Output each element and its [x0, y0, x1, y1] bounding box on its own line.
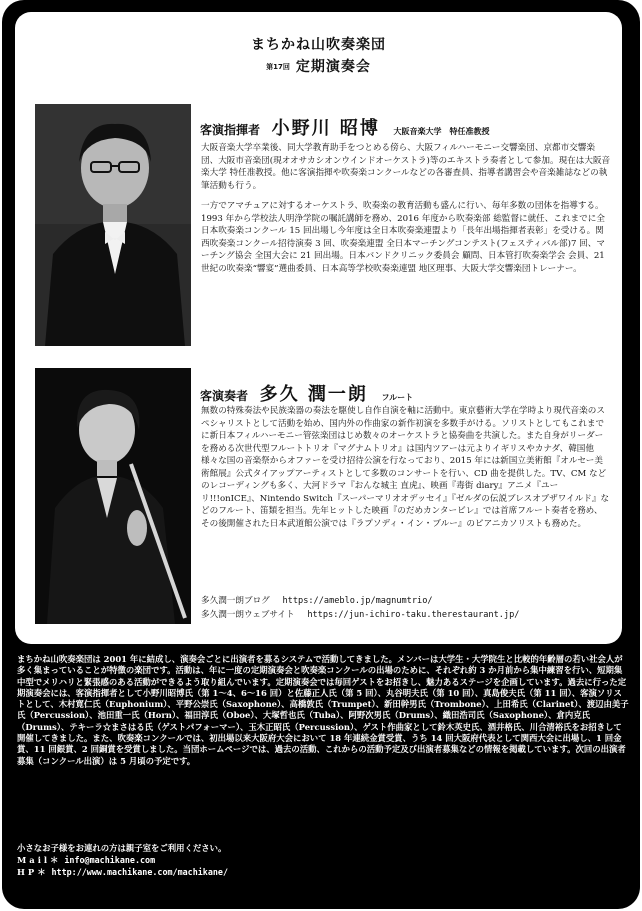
- conductor-name: 小野川 昭博: [271, 118, 380, 139]
- conductor-bio-paragraph-1: 大阪音楽大学卒業後、同大学教育助手をつとめる傍ら、大阪フィルハーモニー交響楽団、京都市交響楽団、大阪市音楽団(現オオサカシオンウインドオーケストラ)等のエキストラ奏者として参加。現在は大阪音楽大学 特任准教授。他に客演指揮や吹奏楽コンクールなどの各審査員、指導者講習会や音楽雑誌などの執筆活動も行う。: [201, 143, 611, 191]
- blog-url[interactable]: https://ameblo.jp/magnumtrio/: [282, 596, 433, 606]
- homepage-url[interactable]: http://www.machikane.com/machikane/: [51, 867, 228, 878]
- flutist-links: [201, 594, 611, 622]
- edition-label: 第17回: [266, 63, 290, 71]
- flutist-heading: [200, 380, 413, 406]
- flutist-bio-paragraph: 無数の特殊奏法や民族楽器の奏法を駆使し自作自演を軸に活動中。東京藝術大学在学時より現代音楽のスペシャリストとして活動を始め、国内外の作曲家の新作初演を多数手がける。ソリストとしてもこれまでに新日本フィルハーモニー管弦楽団はじめ数々のオーケストラと協奏曲を共演した。また自身がリーダーを務める次世代型フルートトリオ『マグナムトリオ』は国内ツアーは元よりイギリスやカナダ、韓国他様々な国の音楽祭からオファーを受け招待公演を行なっており、2015 年には新国立美術館『オルセー美術館展』公式タイアップアーティストとして多数のコンサートを行い、CD 曲を提供した。TV、CM などのレコーディングも多く、大河ドラマ『おんな城主 直虎』、映画『毒街 diary』アニメ『ユーリ!!!onICE』、Nintendo Switch『スーパーマリオオデッセイ』『ゼルダの伝説ブレスオブザワイルド』などのフルート、笛類を担当。先年ヒットした映画『のだめカンタービレ』では首席フルート奏者を務め、その後開催された日本武道館公演では『ラプソディ・イン・ブルー』のピアニカソリストも務めた。: [201, 406, 610, 529]
- footer: [17, 842, 617, 879]
- homepage-row: [17, 866, 617, 878]
- conductor-bio-paragraph-2: 一方でアマチュアに対するオーケストラ、吹奏楽の教育活動も盛んに行い、毎年多数の団体を指導する。1993 年から学校法人明浄学院の嘱託講師を務め、2016 年度から吹奏楽部 総監督に就任、これまでに全日本吹奏楽コンクール 15 回出場し今年度は全日本吹奏楽連盟より「長年出場指揮者表彰」を受ける。関西吹奏楽コンクール招待演奏 3 回、吹奏楽連盟 全日本マーチングコンテスト(フェスティバル部)7 回、マーチング協会 全国大会に 21 回出場。日本バンドクリニック委員会 顧問、日本管打吹奏楽学会 会員、21 世紀の吹奏楽“響宴”選曲委員、日本高等学校吹奏楽連盟 地区理事、大阪大学交響楽団トレーナー。: [201, 201, 605, 274]
- homepage-label: HP＊: [17, 867, 49, 878]
- site-link-row: [201, 608, 611, 622]
- childcare-note: 小さなお子様をお連れの方は親子室をご利用ください。: [17, 843, 227, 853]
- conductor-affiliation: 大阪音楽大学 特任准教授: [393, 127, 490, 136]
- conductor-role: 客演指揮者: [200, 123, 261, 137]
- blog-label: 多久潤一朗ブログ: [201, 596, 270, 606]
- flutist-role: 客演奏者: [200, 389, 249, 403]
- mail-row: [17, 854, 617, 866]
- site-label: 多久潤一朗ウェブサイト: [201, 610, 295, 620]
- conductor-bio: [201, 142, 611, 275]
- flutist-instrument: フルート: [381, 393, 414, 402]
- blog-link-row: [201, 594, 611, 608]
- flutist-name: 多久 潤一朗: [259, 384, 368, 405]
- concert-heading: [15, 56, 622, 76]
- conductor-photo: [35, 104, 191, 346]
- concert-title: 定期演奏会: [295, 59, 371, 75]
- org-title: まちかね山吹奏楽団: [251, 37, 386, 53]
- band-history-text: まちかね山吹奏楽団は 2001 年に結成し、演奏会ごとに出演者を募るシステムで活動してきました。メンバーは大学生・大学院生と比較的年齢層の若い社会人が多く集まっていることが特徴の楽団です。活動は、年に一度の定期演奏会と吹奏楽コンクールの出場のために、それぞれ約 3 か月前から集中練習を行い、短期集中型でメリハリと緊張感のある活動ができるよう取り組んでいます。定期演奏会では毎回ゲストをお招きし、魅力あるステージを企画しています。過去に行った定期演奏会には、客演指揮者として小野川昭博氏（第 1〜4、6〜16 回）と佐藤正人氏（第 5 回）、丸谷明夫氏（第 10 回）、真島俊夫氏（第 11 回）、客演ソリストとして、木村寛仁氏（Euphonium）、平野公崇氏（Saxophone）、高橋敦氏（Trumpet）、新田幹男氏（Trombone）、上田希氏（Clarinet）、渡辺由美子氏（Percussion）、池田重一氏（Horn）、福田淳氏（Oboe）、大塚哲也氏（Tuba）、阿野次男氏（Drums）、織田浩司氏（Saxophone）、倉内克氏（Drums）、テキーラ☆まさはる氏（ゲストパフォーマー）、玉木正昭氏（Percussion）、ゲスト作曲家として鈴木英史氏、酒井格氏、川合清裕氏をお招きして開催してきました。また、吹奏楽コンクールでは、初出場以来大阪府大会において 18 年連続金賞受賞、うち 14 回大阪府代表として関西大会に出場し、1 回金賞、11 回銀賞、2 回銅賞を受賞しました。当団ホームページでは、過去の活動、これからの活動予定及び出演者募集などの情報を掲載しています。次回の出演者募集（コンクール出演）は 5 月頃の予定です。: [17, 654, 629, 766]
- guest-panel: [15, 12, 622, 644]
- site-url[interactable]: https://jun-ichiro-taku.therestaurant.jp/: [307, 610, 520, 620]
- flutist-bio: [201, 405, 611, 530]
- mail-label: Mail＊: [17, 855, 62, 866]
- flyer-sheet: [2, 0, 640, 909]
- mail-address[interactable]: info@machikane.com: [64, 855, 156, 866]
- band-history: [17, 654, 629, 767]
- conductor-heading: [200, 114, 489, 140]
- flutist-photo: [35, 368, 191, 624]
